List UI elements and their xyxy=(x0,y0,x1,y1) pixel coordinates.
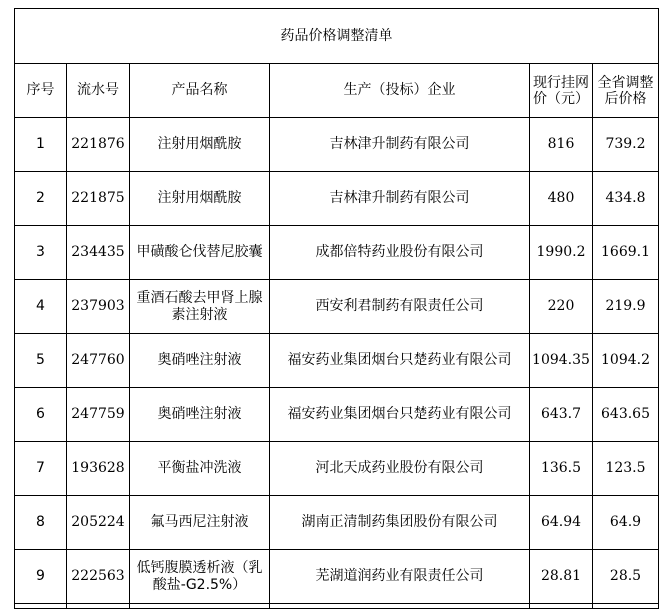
cell-seq: 9 xyxy=(15,550,67,604)
header-adjusted-price: 全省调整后价格 xyxy=(593,64,659,118)
cell-adjusted-price: 28.5 xyxy=(593,550,659,604)
table-row xyxy=(15,550,659,604)
cell-serial: 234435 xyxy=(67,226,130,280)
cell-product: 注射用烟酰胺 xyxy=(130,172,270,226)
table-row xyxy=(15,280,659,334)
cell-current-price: 643.7 xyxy=(530,388,593,442)
table-row xyxy=(15,388,659,442)
cell-adjusted-price: 219.9 xyxy=(593,280,659,334)
cell-adjusted-price: 1669.1 xyxy=(593,226,659,280)
cell-current-price: 64.94 xyxy=(530,496,593,550)
cell-serial: 237903 xyxy=(67,280,130,334)
cell-current-price: 220 xyxy=(530,280,593,334)
cell-serial: 205224 xyxy=(67,496,130,550)
cell-serial: 193628 xyxy=(67,442,130,496)
cell-current-price: 1990.2 xyxy=(530,226,593,280)
cell-adjusted-price: 739.2 xyxy=(593,118,659,172)
cell-adjusted-price: 123.5 xyxy=(593,442,659,496)
cell-company: 成都倍特药业股份有限公司 xyxy=(270,226,530,280)
header-serial: 流水号 xyxy=(67,64,130,118)
cell-serial: 222563 xyxy=(67,550,130,604)
table-row xyxy=(15,496,659,550)
cell-seq: 2 xyxy=(15,172,67,226)
cell-seq: 4 xyxy=(15,280,67,334)
cell-adjusted-price: 643.65 xyxy=(593,388,659,442)
cell-product: 低钙腹膜透析液（乳酸盐-G2.5%） xyxy=(130,550,270,604)
cell-product: 重酒石酸去甲肾上腺素注射液 xyxy=(130,280,270,334)
cell-product: 平衡盐冲洗液 xyxy=(130,442,270,496)
cell-seq: 8 xyxy=(15,496,67,550)
cell-company: 吉林津升制药有限公司 xyxy=(270,118,530,172)
cell-serial: 247760 xyxy=(67,334,130,388)
cell-adjusted-price: 434.8 xyxy=(593,172,659,226)
cell-seq: 6 xyxy=(15,388,67,442)
cell-seq: 3 xyxy=(15,226,67,280)
cell-company: 芜湖道润药业有限责任公司 xyxy=(270,550,530,604)
table-row xyxy=(15,334,659,388)
table-title: 药品价格调整清单 xyxy=(15,9,659,64)
cell-adjusted-price: 64.9 xyxy=(593,496,659,550)
cell-serial: 221875 xyxy=(67,172,130,226)
cell-serial: 247759 xyxy=(67,388,130,442)
cell-seq: 1 xyxy=(15,118,67,172)
table-row xyxy=(15,172,659,226)
price-adjustment-table xyxy=(14,8,659,609)
header-company: 生产（投标）企业 xyxy=(270,64,530,118)
cell-current-price: 136.5 xyxy=(530,442,593,496)
cell-current-price: 816 xyxy=(530,118,593,172)
table-row-cut-off xyxy=(15,604,659,609)
table-row xyxy=(15,226,659,280)
cell-company: 吉林津升制药有限公司 xyxy=(270,172,530,226)
cell-company: 湖南正清制药集团股份有限公司 xyxy=(270,496,530,550)
cell-seq: 7 xyxy=(15,442,67,496)
cell-product: 氟马西尼注射液 xyxy=(130,496,270,550)
cell-serial: 221876 xyxy=(67,118,130,172)
cell-product: 注射用烟酰胺 xyxy=(130,118,270,172)
cell-company: 西安利君制药有限责任公司 xyxy=(270,280,530,334)
cell-current-price: 1094.35 xyxy=(530,334,593,388)
cell-current-price: 480 xyxy=(530,172,593,226)
cell-adjusted-price: 1094.2 xyxy=(593,334,659,388)
table-row xyxy=(15,118,659,172)
cell-product: 奥硝唑注射液 xyxy=(130,388,270,442)
cell-product: 甲磺酸仑伐替尼胶囊 xyxy=(130,226,270,280)
header-row xyxy=(15,64,659,118)
header-current-price: 现行挂网价（元） xyxy=(530,64,593,118)
cell-seq: 5 xyxy=(15,334,67,388)
header-product: 产品名称 xyxy=(130,64,270,118)
cell-current-price: 28.81 xyxy=(530,550,593,604)
cell-company: 福安药业集团烟台只楚药业有限公司 xyxy=(270,388,530,442)
cell-product: 奥硝唑注射液 xyxy=(130,334,270,388)
header-seq: 序号 xyxy=(15,64,67,118)
cell-company: 福安药业集团烟台只楚药业有限公司 xyxy=(270,334,530,388)
cell-company: 河北天成药业股份有限公司 xyxy=(270,442,530,496)
table-row xyxy=(15,442,659,496)
